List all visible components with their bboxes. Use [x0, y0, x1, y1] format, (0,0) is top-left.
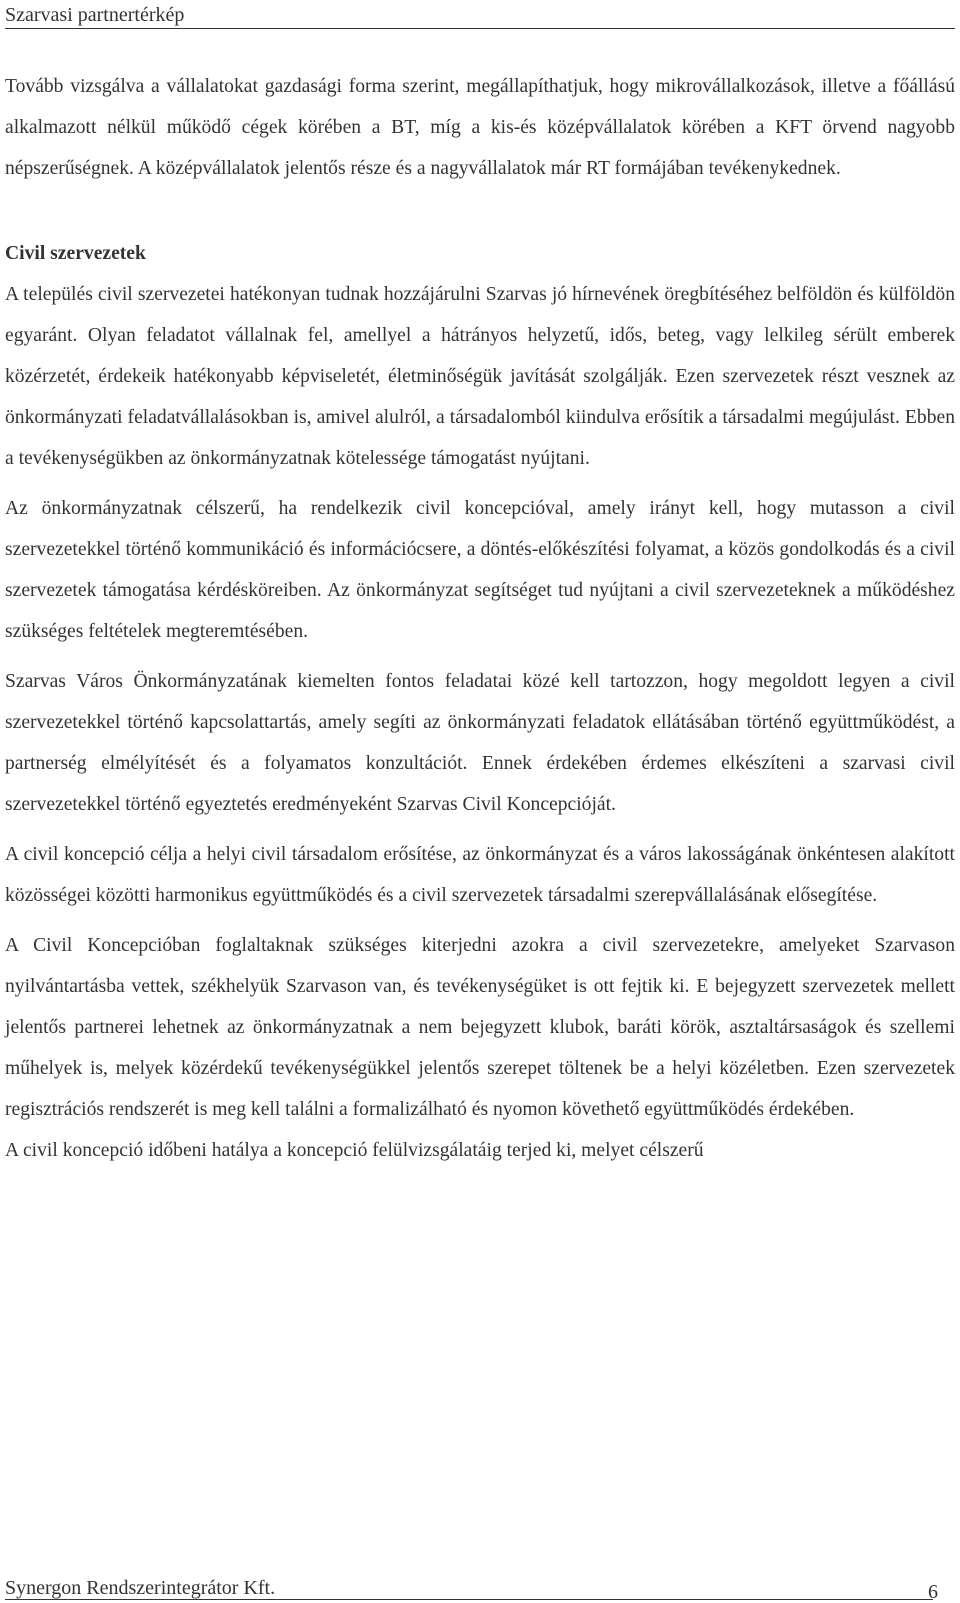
document-body	[5, 66, 955, 1171]
body-paragraph-6: A civil koncepció időbeni hatálya a koncepció felülvizsgálatáig terjed ki, melyet célszerű	[5, 1140, 704, 1161]
document-title: Szarvasi partnertérkép	[5, 4, 185, 26]
body-paragraph-1: A település civil szervezetei hatékonyan tudnak hozzájárulni Szarvas jó hírnevének öregbítéséhez belföldön és külföldön egyaránt. Olyan feladatot vállalnak fel, amellyel a hátrányos helyzetű, idős, beteg, vagy lelkileg sérült emberek közérzetét, érdekeik hatékonyabb képviseletét, életminőségük javítását szolgálják. Ezen szervezetek részt vesznek az önkormányzati feladatvállalásokban is, amivel alulról, a társadalomból kiindulva erősítik a társadalmi megújulást. Ebben a tevékenységükben az önkormányzatnak kötelessége támogatást nyújtani.	[5, 284, 955, 469]
page-header	[5, 2, 955, 29]
intro-paragraph: Tovább vizsgálva a vállalatokat gazdasági forma szerint, megállapíthatjuk, hogy mikrovállalkozások, illetve a főállású alkalmazott nélkül működő cégek körében a BT, míg a kis-és középvállalatok körében a KFT örvend nagyobb népszerűségnek. A középvállalatok jelentős része és a nagyvállalatok már RT formájában tevékenykednek.	[5, 76, 955, 179]
page-footer	[5, 1577, 933, 1600]
section-heading: Civil szervezetek	[5, 243, 146, 264]
body-paragraph-3: Szarvas Város Önkormányzatának kiemelten fontos feladatai közé kell tartozzon, hogy megoldott legyen a civil szervezetekkel történő kapcsolattartás, amely segíti az önkormányzati feladatok ellátásában történő együttműködést, a partnerség elmélyítését és a folyamatos konzultációt. Ennek érdekében érdemes elkészíteni a szarvasi civil szervezetekkel történő egyeztetés eredményeként Szarvas Civil Koncepcióját.	[5, 671, 955, 815]
footer-company: Synergon Rendszerintegrátor Kft.	[5, 1577, 276, 1599]
body-paragraph-5: A Civil Koncepcióban foglaltaknak szükséges kiterjedni azokra a civil szervezetekre, amelyeket Szarvason nyilvántartásba vettek, székhelyük Szarvason van, és tevékenységüket is ott fejtik ki. E bejegyzett szervezetek mellett jelentős partnerei lehetnek az önkormányzatnak a nem bejegyzett klubok, baráti körök, asztaltársaságok és szellemi műhelyek is, melyek közérdekű tevékenységükkel jelentős szerepet töltenek be a helyi közéletben. Ezen szervezetek regisztrációs rendszerét is meg kell találni a formalizálható és nyomon követhető együttműködés érdekében.	[5, 935, 955, 1120]
body-paragraph-2: Az önkormányzatnak célszerű, ha rendelkezik civil koncepcióval, amely irányt kell, hogy mutasson a civil szervezetekkel történő kommunikáció és információcsere, a döntés-előkészítési folyamat, a közös gondolkodás és a civil szervezetek támogatása kérdésköreiben. Az önkormányzat segítséget tud nyújtani a civil szervezeteknek a működéshez szükséges feltételek megteremtésében.	[5, 498, 955, 642]
body-paragraph-4: A civil koncepció célja a helyi civil társadalom erősítése, az önkormányzat és a város lakosságának önkéntesen alakított közösségei közötti harmonikus együttműködés és a civil szervezetek társadalmi szerepvállalásának elősegítése.	[5, 844, 955, 906]
page-number: 6	[928, 1581, 938, 1603]
